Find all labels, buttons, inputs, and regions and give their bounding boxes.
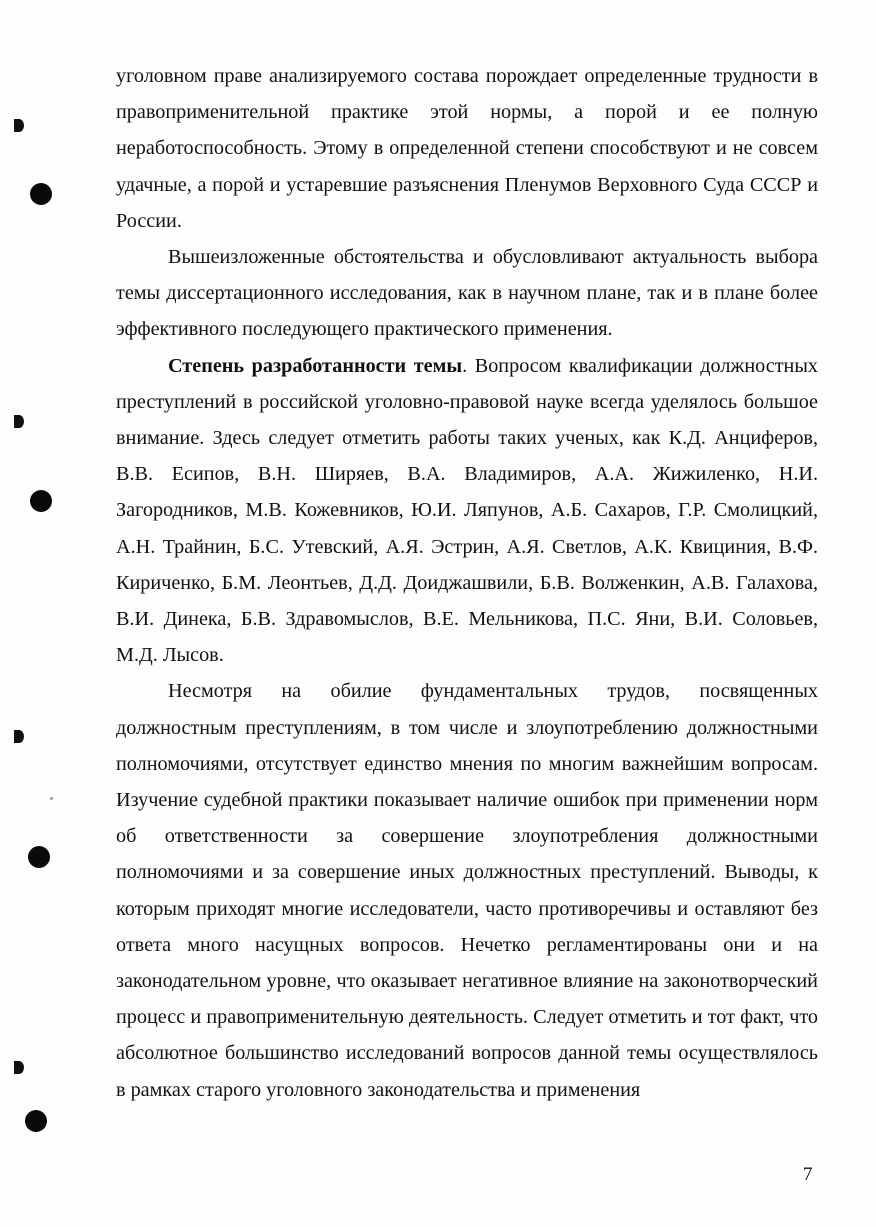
punch-hole-mark: [30, 183, 52, 205]
punch-hole-mark: [14, 730, 24, 743]
punch-hole-mark: [14, 415, 24, 428]
page-number: 7: [803, 1164, 813, 1185]
paragraph-4-text: Несмотря на обилие фундаментальных трудов, посвященных должностным преступлениям, в том числе и злоупотреблению должностными полномочиями, отсутствует единство мнения по многим важнейшим вопросам. Изучение судебной практики показывает наличие ошибок при применении норм об ответственности за совершение злоупотребления должностными полномочиями и за совершение иных должностных преступлений. Выводы, к которым приходят многие исследователи, часто противоречивы и оставляют без ответа много насущных вопросов. Нечетко регламентированы они и на законодательном уровне, что оказывает негативное влияние на законотворческий процесс и правоприменительную деятельность. Следует отметить и тот факт, что абсолютное большинство исследований вопросов данной темы осуществлялось в рамках старого уголовного законодательства и применения: [116, 680, 818, 1101]
punch-hole-mark: [14, 119, 24, 132]
scan-speck: [50, 797, 53, 800]
paragraph-1-text: уголовном праве анализируемого состава порождает определенные трудности в правоприменительной практике этой нормы, а порой и ее полную неработоспособность. Этому в определенной степени способствуют и не совсем удачные, а порой и устаревшие разъяснения Пленумов Верховного Суда СССР и России.: [116, 65, 818, 232]
punch-hole-mark: [14, 1061, 24, 1074]
paragraph-3-text: . Вопросом квалификации должностных преступлений в российской уголовно-правовой науке всегда уделялось большое внимание. Здесь следует отметить работы таких ученых, как К.Д. Анциферов, В.В. Есипов, В.Н. Ширяев, В.А. Владимиров, А.А. Жижиленко, Н.И. Загородников, М.В. Кожевников, Ю.И. Ляпунов, А.Б. Сахаров, Г.Р. Смолицкий, А.Н. Трайнин, Б.С. Утевский, А.Я. Эстрин, А.Я. Светлов, А.К. Квициния, В.Ф. Кириченко, Б.М. Леонтьев, Д.Д. Доиджашвили, Б.В. Волженкин, А.В. Галахова, В.И. Динека, Б.В. Здравомыслов, В.Е. Мельникова, П.С. Яни, В.И. Соловьев, М.Д. Лысов.: [116, 354, 818, 667]
paragraph-2: [116, 239, 818, 348]
punch-hole-mark: [28, 846, 50, 868]
paragraph-3-bold-lead: Степень разработанности темы: [168, 354, 463, 377]
paragraph-2-text: Вышеизложенные обстоятельства и обусловливают актуальность выбора темы диссертационного исследования, как в научном плане, так и в плане более эффективного последующего практического применения.: [116, 246, 818, 341]
paragraph-4: [116, 673, 818, 1107]
body-text: [116, 58, 818, 1108]
punch-hole-mark: [30, 490, 52, 512]
paragraph-3: [116, 348, 818, 674]
punch-hole-mark: [25, 1110, 47, 1132]
paragraph-1: [116, 58, 818, 239]
